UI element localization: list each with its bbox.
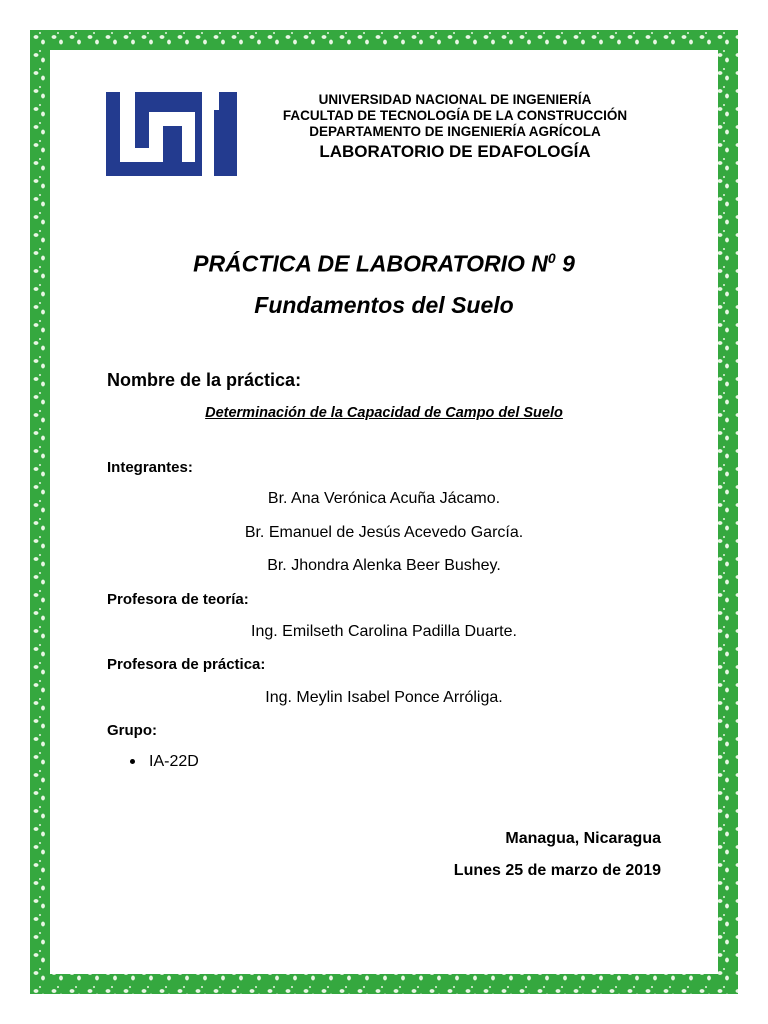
department-name: DEPARTAMENTO DE INGENIERÍA AGRÍCOLA (309, 124, 601, 139)
theory-teacher-name: Ing. Emilseth Carolina Padilla Duarte. (251, 623, 517, 640)
practice-name: Determinación de la Capacidad de Campo del Suelo (205, 405, 563, 421)
bullet-icon (130, 759, 135, 764)
date: Lunes 25 de marzo de 2019 (453, 862, 661, 879)
group-value: IA-22D (149, 753, 199, 770)
members-label: Integrantes: (107, 459, 193, 476)
title-superscript: 0 (547, 250, 556, 266)
member-item: Br. Ana Verónica Acuña Jácamo. (267, 490, 501, 507)
practice-title (0, 250, 768, 278)
practice-name-label: Nombre de la práctica: (107, 370, 302, 390)
course-title: Fundamentos del Suelo (254, 292, 514, 318)
group-label: Grupo: (107, 722, 157, 739)
title-prefix: PRÁCTICA DE LABORATORIO N (193, 250, 548, 277)
institution-header (250, 92, 660, 163)
member-item: Br. Emanuel de Jesús Acevedo García. (244, 524, 524, 541)
faculty-name: FACULTAD DE TECNOLOGÍA DE LA CONSTRUCCIÓN (282, 108, 628, 123)
practice-teacher-name: Ing. Meylin Isabel Ponce Arróliga. (265, 689, 503, 706)
member-item: Br. Jhondra Alenka Beer Bushey. (267, 557, 501, 574)
uni-logo (106, 92, 237, 176)
theory-teacher-label: Profesora de teoría: (107, 591, 249, 608)
title-number: 9 (555, 250, 575, 277)
practice-teacher-label: Profesora de práctica: (107, 656, 266, 673)
location: Managua, Nicaragua (505, 830, 661, 847)
group-item (130, 753, 199, 771)
university-name: UNIVERSIDAD NACIONAL DE INGENIERÍA (318, 92, 592, 107)
laboratory-name: LABORATORIO DE EDAFOLOGÍA (319, 142, 591, 161)
